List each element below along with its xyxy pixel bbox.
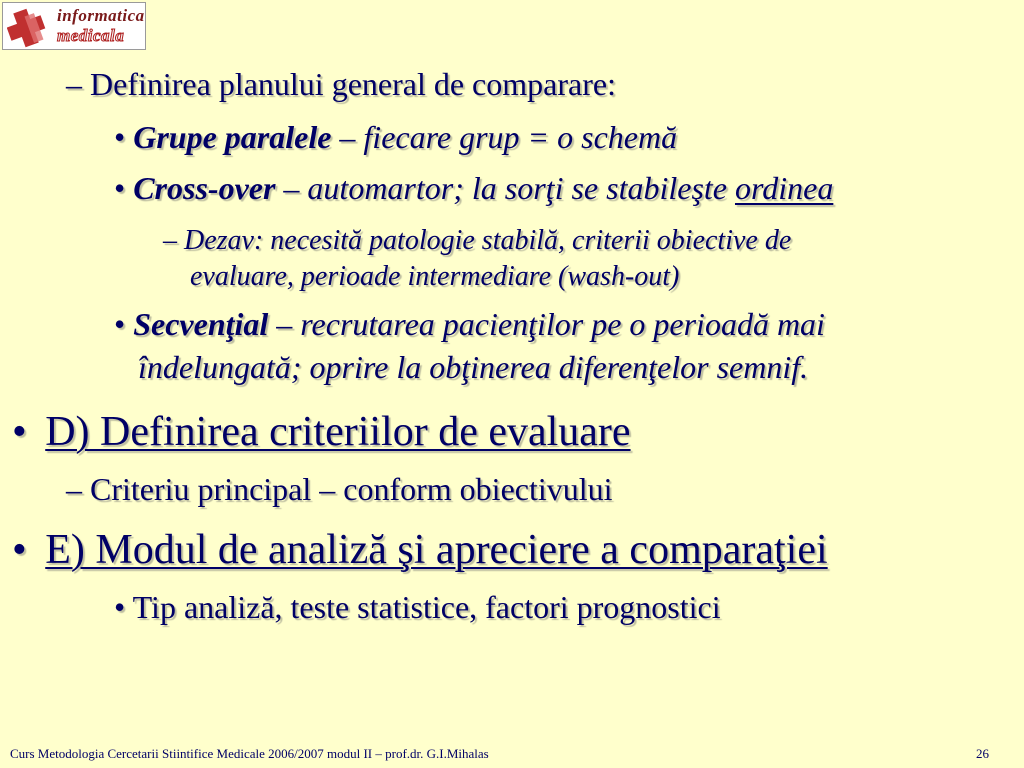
subitem-dezav-line1 — [163, 225, 791, 257]
subitem-criteriu-principal — [66, 471, 613, 508]
main-bullet-modul-analiza — [12, 526, 828, 574]
bullet-marker: • — [114, 119, 126, 155]
dash-marker: – — [66, 66, 82, 102]
heading-criterii-evaluare: D) Definirea criteriilor de evaluare — [45, 409, 631, 455]
informatica-medicala-logo — [2, 2, 146, 50]
bullet-marker: • — [114, 170, 126, 206]
subitem-text: Criteriu principal – conform obiectivului — [90, 471, 613, 507]
bullet-secvential-line2: îndelungată; oprire la obţinerea diferenţelor semnif. — [138, 349, 809, 385]
definition-text: – fiecare grup = o schemă — [331, 119, 678, 155]
subitem-plan-general — [66, 66, 616, 103]
subitem-dezav-line2: evaluare, perioade intermediare (wash-out) — [190, 261, 680, 292]
term-secvential: Secvenţial — [133, 306, 269, 342]
bullet-tip-analiza — [114, 589, 721, 626]
bullet-marker: • — [114, 306, 126, 342]
definition-text: – recrutarea pacienţilor pe o perioadă mai — [268, 306, 825, 342]
subitem-text: Definirea planului general de comparare: — [90, 66, 616, 102]
bullet-grupe-paralele — [114, 119, 677, 156]
logo-text-informatica: informatica — [57, 6, 145, 25]
bullet-marker: • — [12, 527, 27, 573]
main-bullet-criterii-evaluare — [12, 408, 631, 456]
bullet-cross-over — [114, 170, 833, 207]
definition-text: – automartor; la sorţi se stabileşte — [275, 170, 735, 206]
bullet-secvential — [114, 306, 825, 343]
dash-marker: – — [163, 225, 177, 256]
dezav-text: Dezav: necesită patologie stabilă, criterii obiective de — [184, 225, 792, 256]
underlined-word-ordinea: ordinea — [734, 170, 834, 206]
bullet-text: Tip analiză, teste statistice, factori prognostici — [132, 589, 721, 625]
dash-marker: – — [66, 471, 82, 507]
bullet-marker: • — [114, 589, 126, 625]
page-number: 26 — [976, 746, 989, 761]
medical-cross-icon — [7, 8, 53, 48]
heading-modul-analiza: E) Modul de analiză şi apreciere a comparaţiei — [45, 527, 828, 573]
term-grupe-paralele: Grupe paralele — [133, 119, 332, 155]
footer-course-info: Curs Metodologia Cercetarii Stiintifice Medicale 2006/2007 modul II – prof.dr. G.I.Mihalas — [10, 746, 489, 761]
logo-text-medicala: medicala — [57, 26, 125, 45]
term-cross-over: Cross-over — [133, 170, 276, 206]
bullet-marker: • — [12, 409, 27, 455]
